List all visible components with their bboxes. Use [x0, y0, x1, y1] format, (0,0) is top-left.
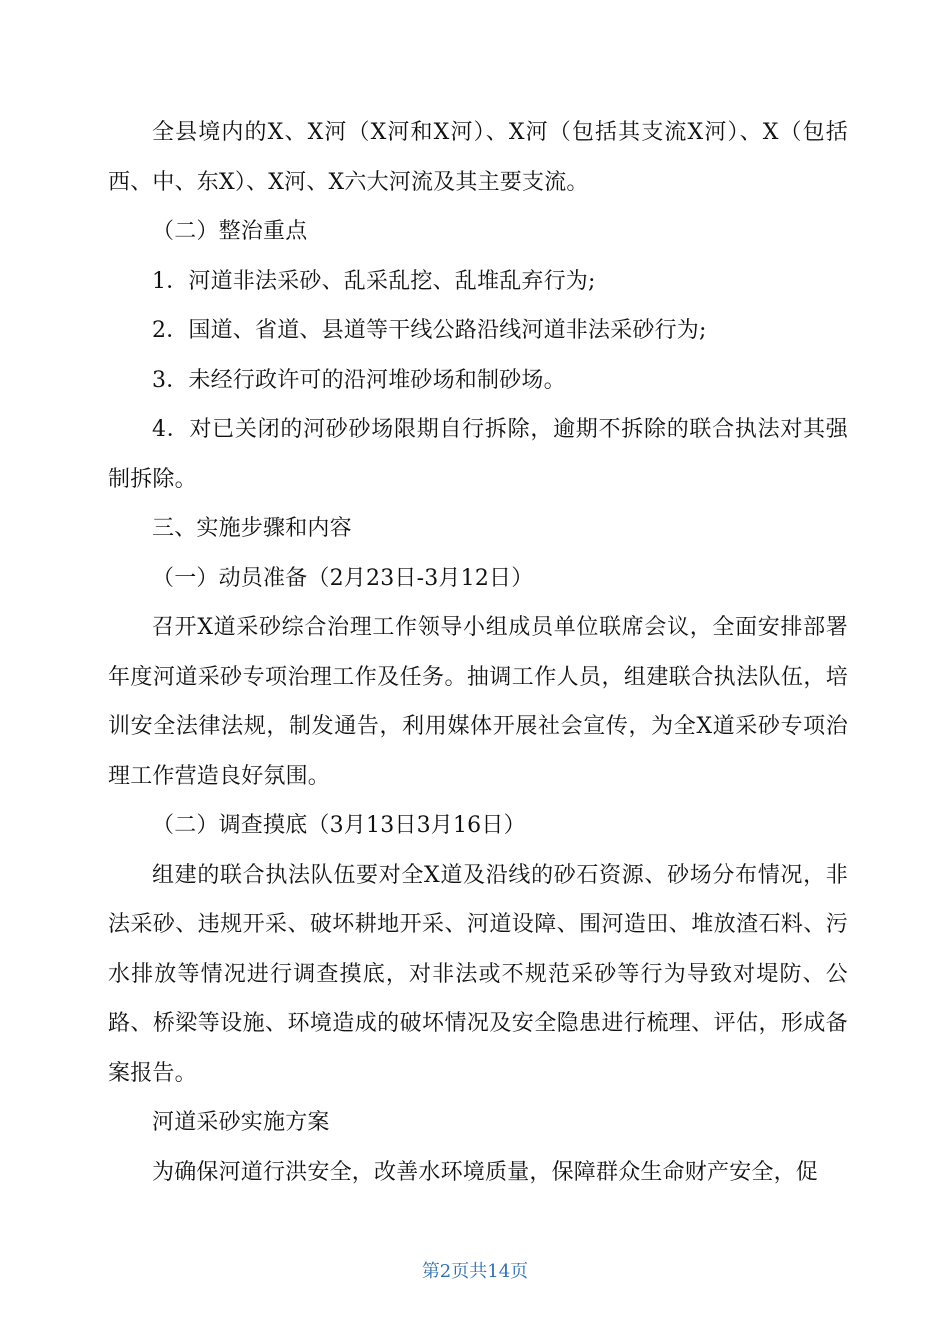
heading-implementation-plan: 河道采砂实施方案 [152, 1110, 330, 1135]
heading-rectification-focus: （二）整治重点 [152, 219, 308, 244]
list-item-1: 1．河道非法采砂、乱采乱挖、乱堆乱弃行为; [152, 268, 596, 294]
subheading-investigation: （二）调查摸底（3月13日3月16日） [152, 813, 526, 838]
section-heading-steps: 三、实施步骤和内容 [152, 516, 352, 541]
paragraph-investigation: 组建的联合执法队伍要对全X道及沿线的砂石资源、砂场分布情况，非法采砂、违规开采、破坏耕地开采、河道设障、围河造田、堆放渣石料、污水排放等情况进行调查摸底，对非法或不规范采砂等行为导致对堤防、公路、桥梁等设施、环境造成的破坏情况及安全隐患进行梳理、评估，形成备案报告。 [108, 862, 848, 1086]
list-item-4: 4．对已关闭的河砂砂场限期自行拆除，逾期不拆除的联合执法对其强制拆除。 [108, 417, 848, 492]
paragraph-scope: 全县境内的X、X河（X河和X河）、X河（包括其支流X河）、X（包括西、中、东X）、X河、X六大河流及其主要支流。 [108, 120, 848, 195]
paragraph-mobilization: 召开X道采砂综合治理工作领导小组成员单位联席会议，全面安排部署年度河道采砂专项治理工作及任务。抽调工作人员，组建联合执法队伍，培训安全法律法规，制发通告，利用媒体开展社会宣传，为全X道采砂专项治理工作营造良好氛围。 [108, 615, 848, 789]
page-number-footer: 第2页共14页 [421, 1261, 529, 1282]
paragraph-plan-intro: 为确保河道行洪安全，改善水环境质量，保障群众生命财产安全，促 [152, 1159, 819, 1185]
list-item-3: 3．未经行政许可的沿河堆砂场和制砂场。 [152, 367, 566, 393]
list-item-2: 2．国道、省道、县道等干线公路沿线河道非法采砂行为; [152, 318, 707, 343]
subheading-mobilization: （一）动员准备（2月23日-3月12日） [152, 565, 534, 591]
document-body [108, 108, 848, 1197]
